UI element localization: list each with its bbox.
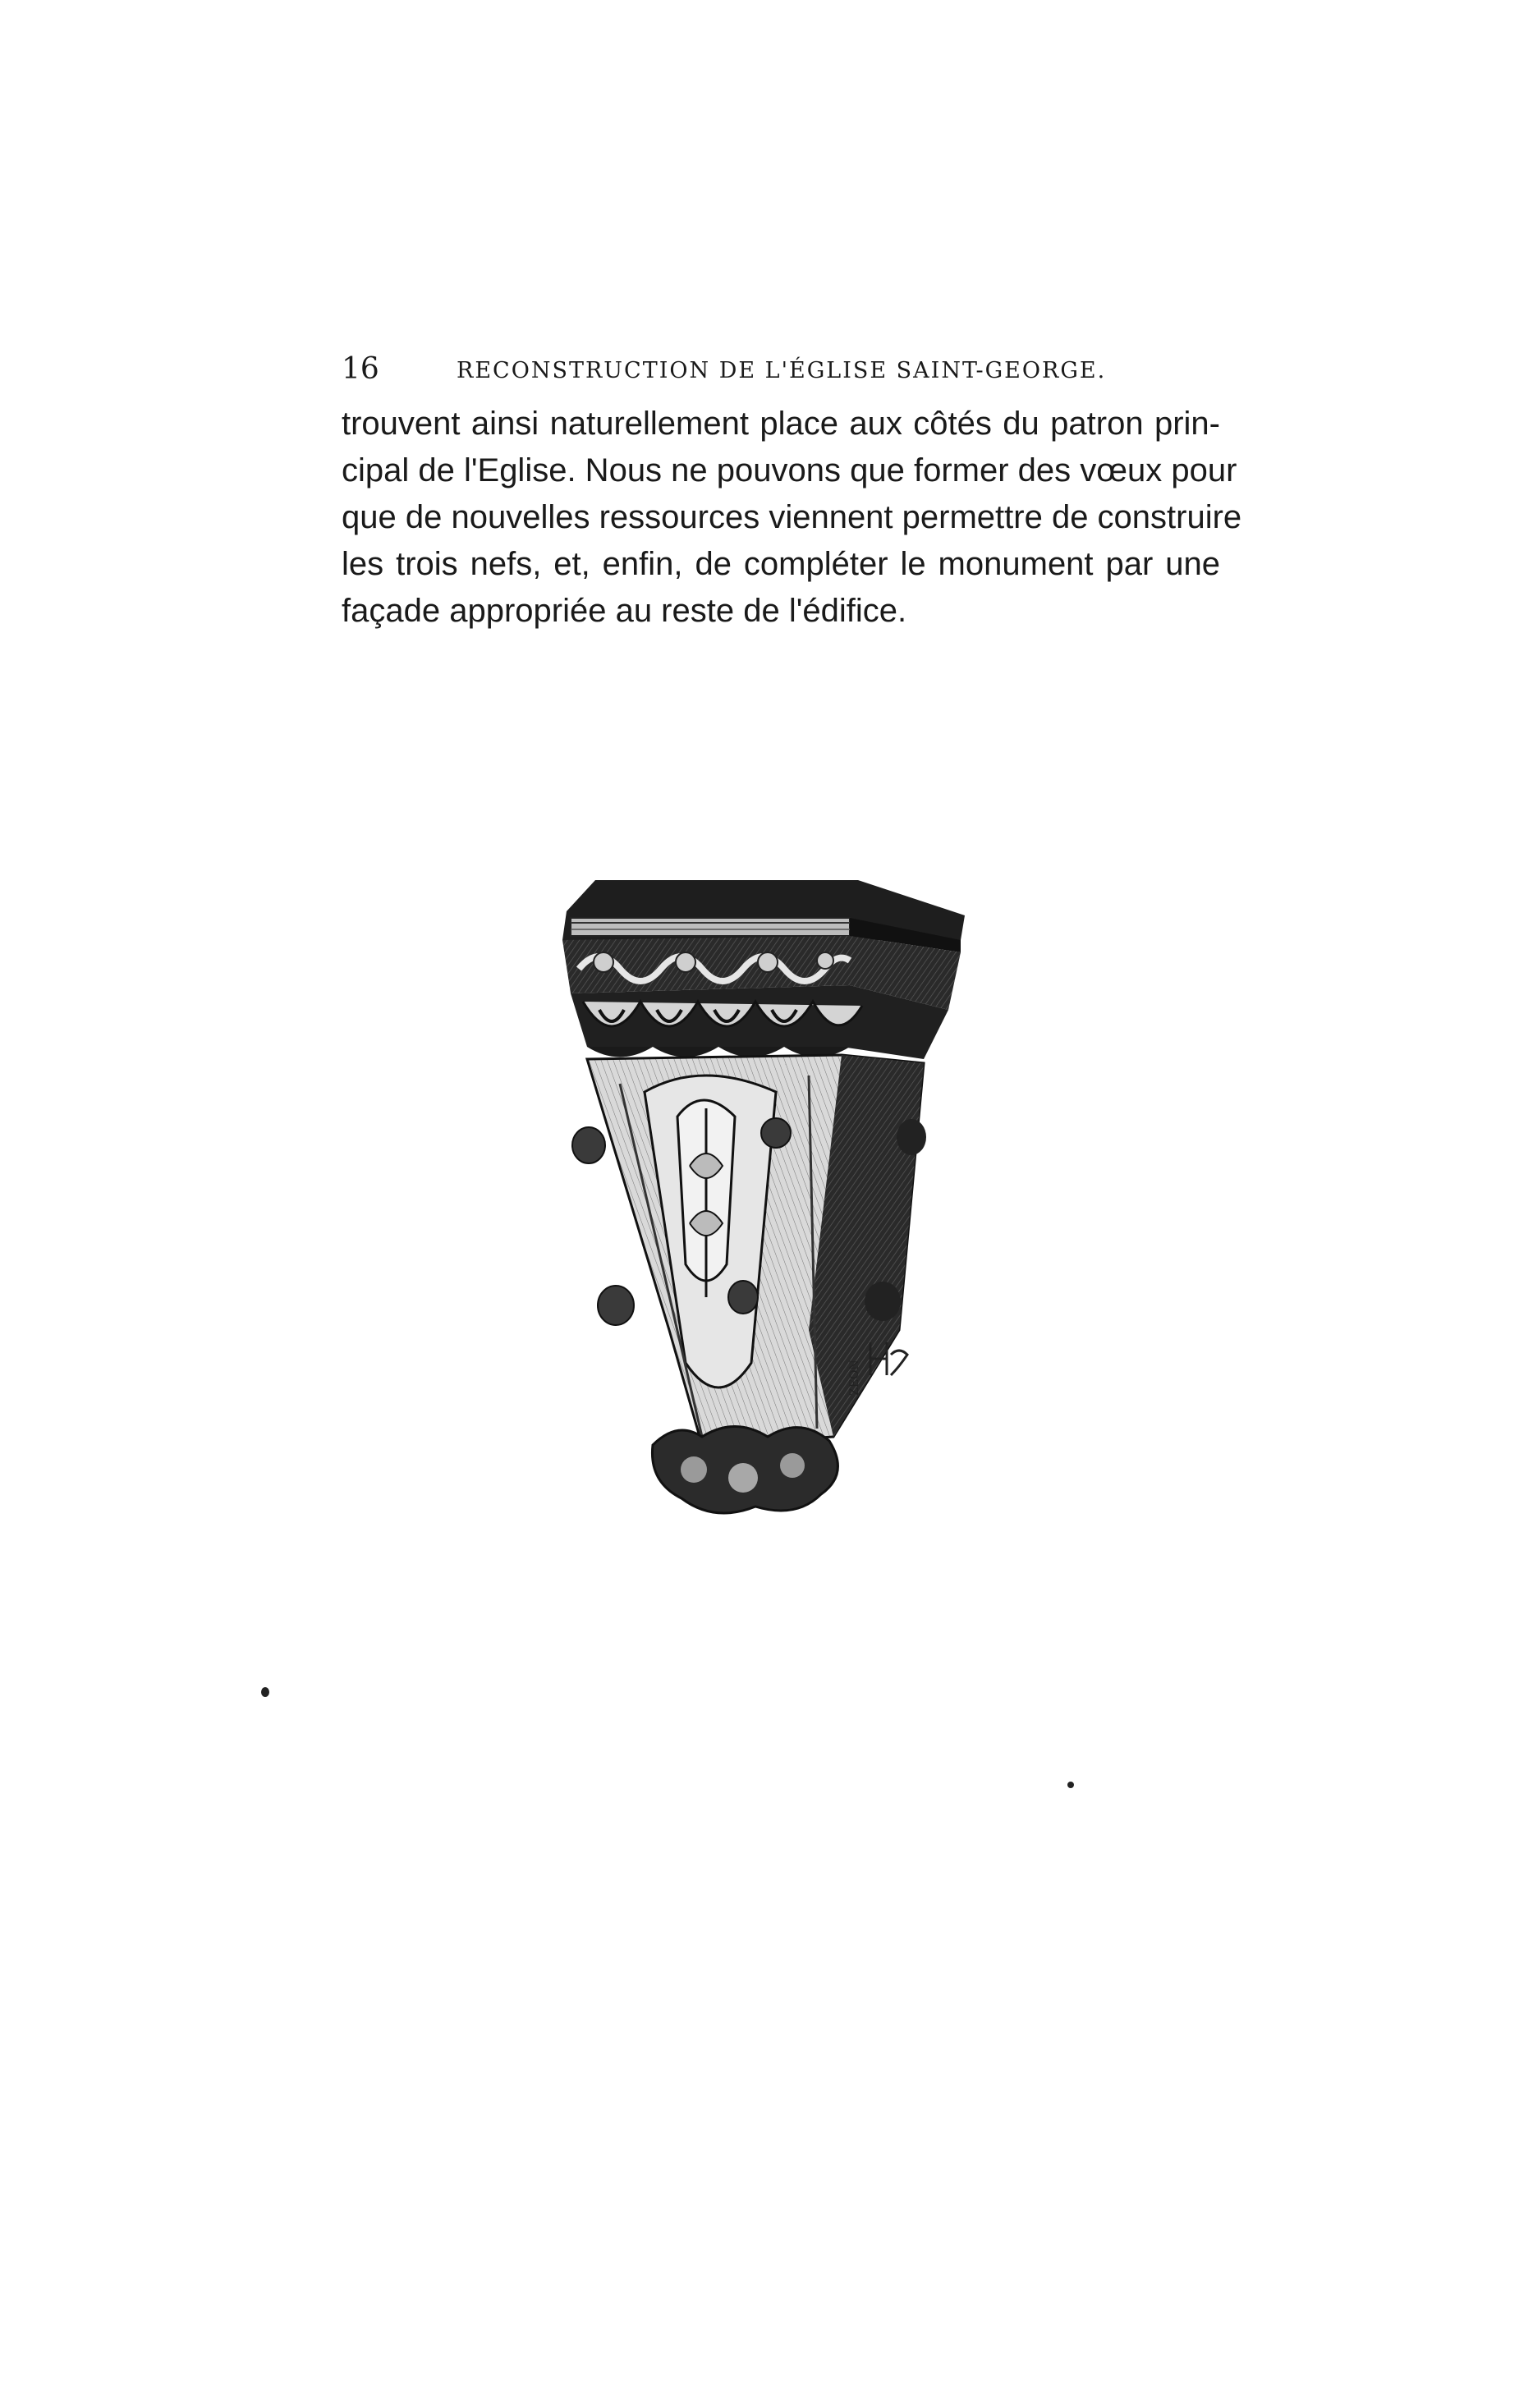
page-number: 16	[342, 352, 379, 386]
text-line: trouvent ainsi naturellement place aux côtés du patron prin-	[342, 406, 1220, 442]
text-line: cipal de l'Eglise. Nous ne pouvons que former des vœux pour	[342, 452, 1237, 488]
running-head	[342, 349, 1220, 390]
text-line: les trois nefs, et, enfin, de compléter le monument par une	[342, 546, 1220, 582]
pendant-boss	[652, 1427, 838, 1514]
ink-speck	[261, 1687, 269, 1697]
body-paragraph	[342, 401, 1242, 635]
corbel-engraving	[538, 870, 1014, 1560]
corbel-body	[587, 1055, 924, 1445]
ink-speck	[1067, 1782, 1074, 1788]
arcade-band	[571, 985, 948, 1059]
svg-text:ZEON: ZEON	[848, 1360, 861, 1396]
text-line: que de nouvelles ressources viennent permettre de construire	[342, 499, 1242, 535]
running-title: RECONSTRUCTION DE L'ÉGLISE SAINT-GEORGE.	[457, 358, 1107, 383]
text-line: façade appropriée au reste de l'édifice.	[342, 593, 907, 629]
